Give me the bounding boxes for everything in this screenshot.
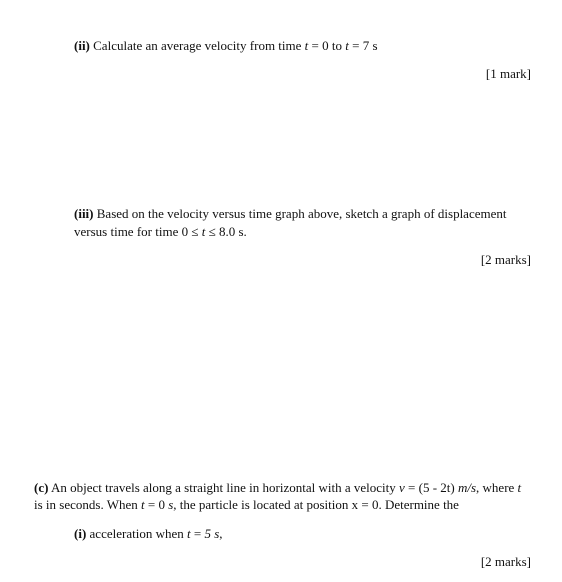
question-ii-label: (ii) [74,38,90,53]
question-ii-marks: [1 mark] [485,66,531,81]
question-iii-label: (iii) [74,206,94,221]
question-c-i-text: (i) acceleration when t = 5 s, [74,526,223,541]
question-c-label: (c) [34,480,49,495]
question-c-line1: (c) An object travels along a straight line in horizontal with a velocity v = (5 - 2t) m/s, where t [34,480,522,495]
question-c-line2: is in seconds. When t = 0 s, the particle is located at position x = 0. Determine the [34,497,459,512]
question-ii-text: (ii) Calculate an average velocity from time t = 0 to t = 7 s [74,38,378,53]
question-iii-line2: versus time for time 0 ≤ t ≤ 8.0 s. [74,224,247,239]
question-c-i-marks: [2 marks] [480,554,531,569]
question-iii-marks: [2 marks] [480,252,531,267]
question-iii-line1: (iii) Based on the velocity versus time graph above, sketch a graph of displacement [74,206,507,221]
question-c-i-label: (i) [74,526,87,541]
